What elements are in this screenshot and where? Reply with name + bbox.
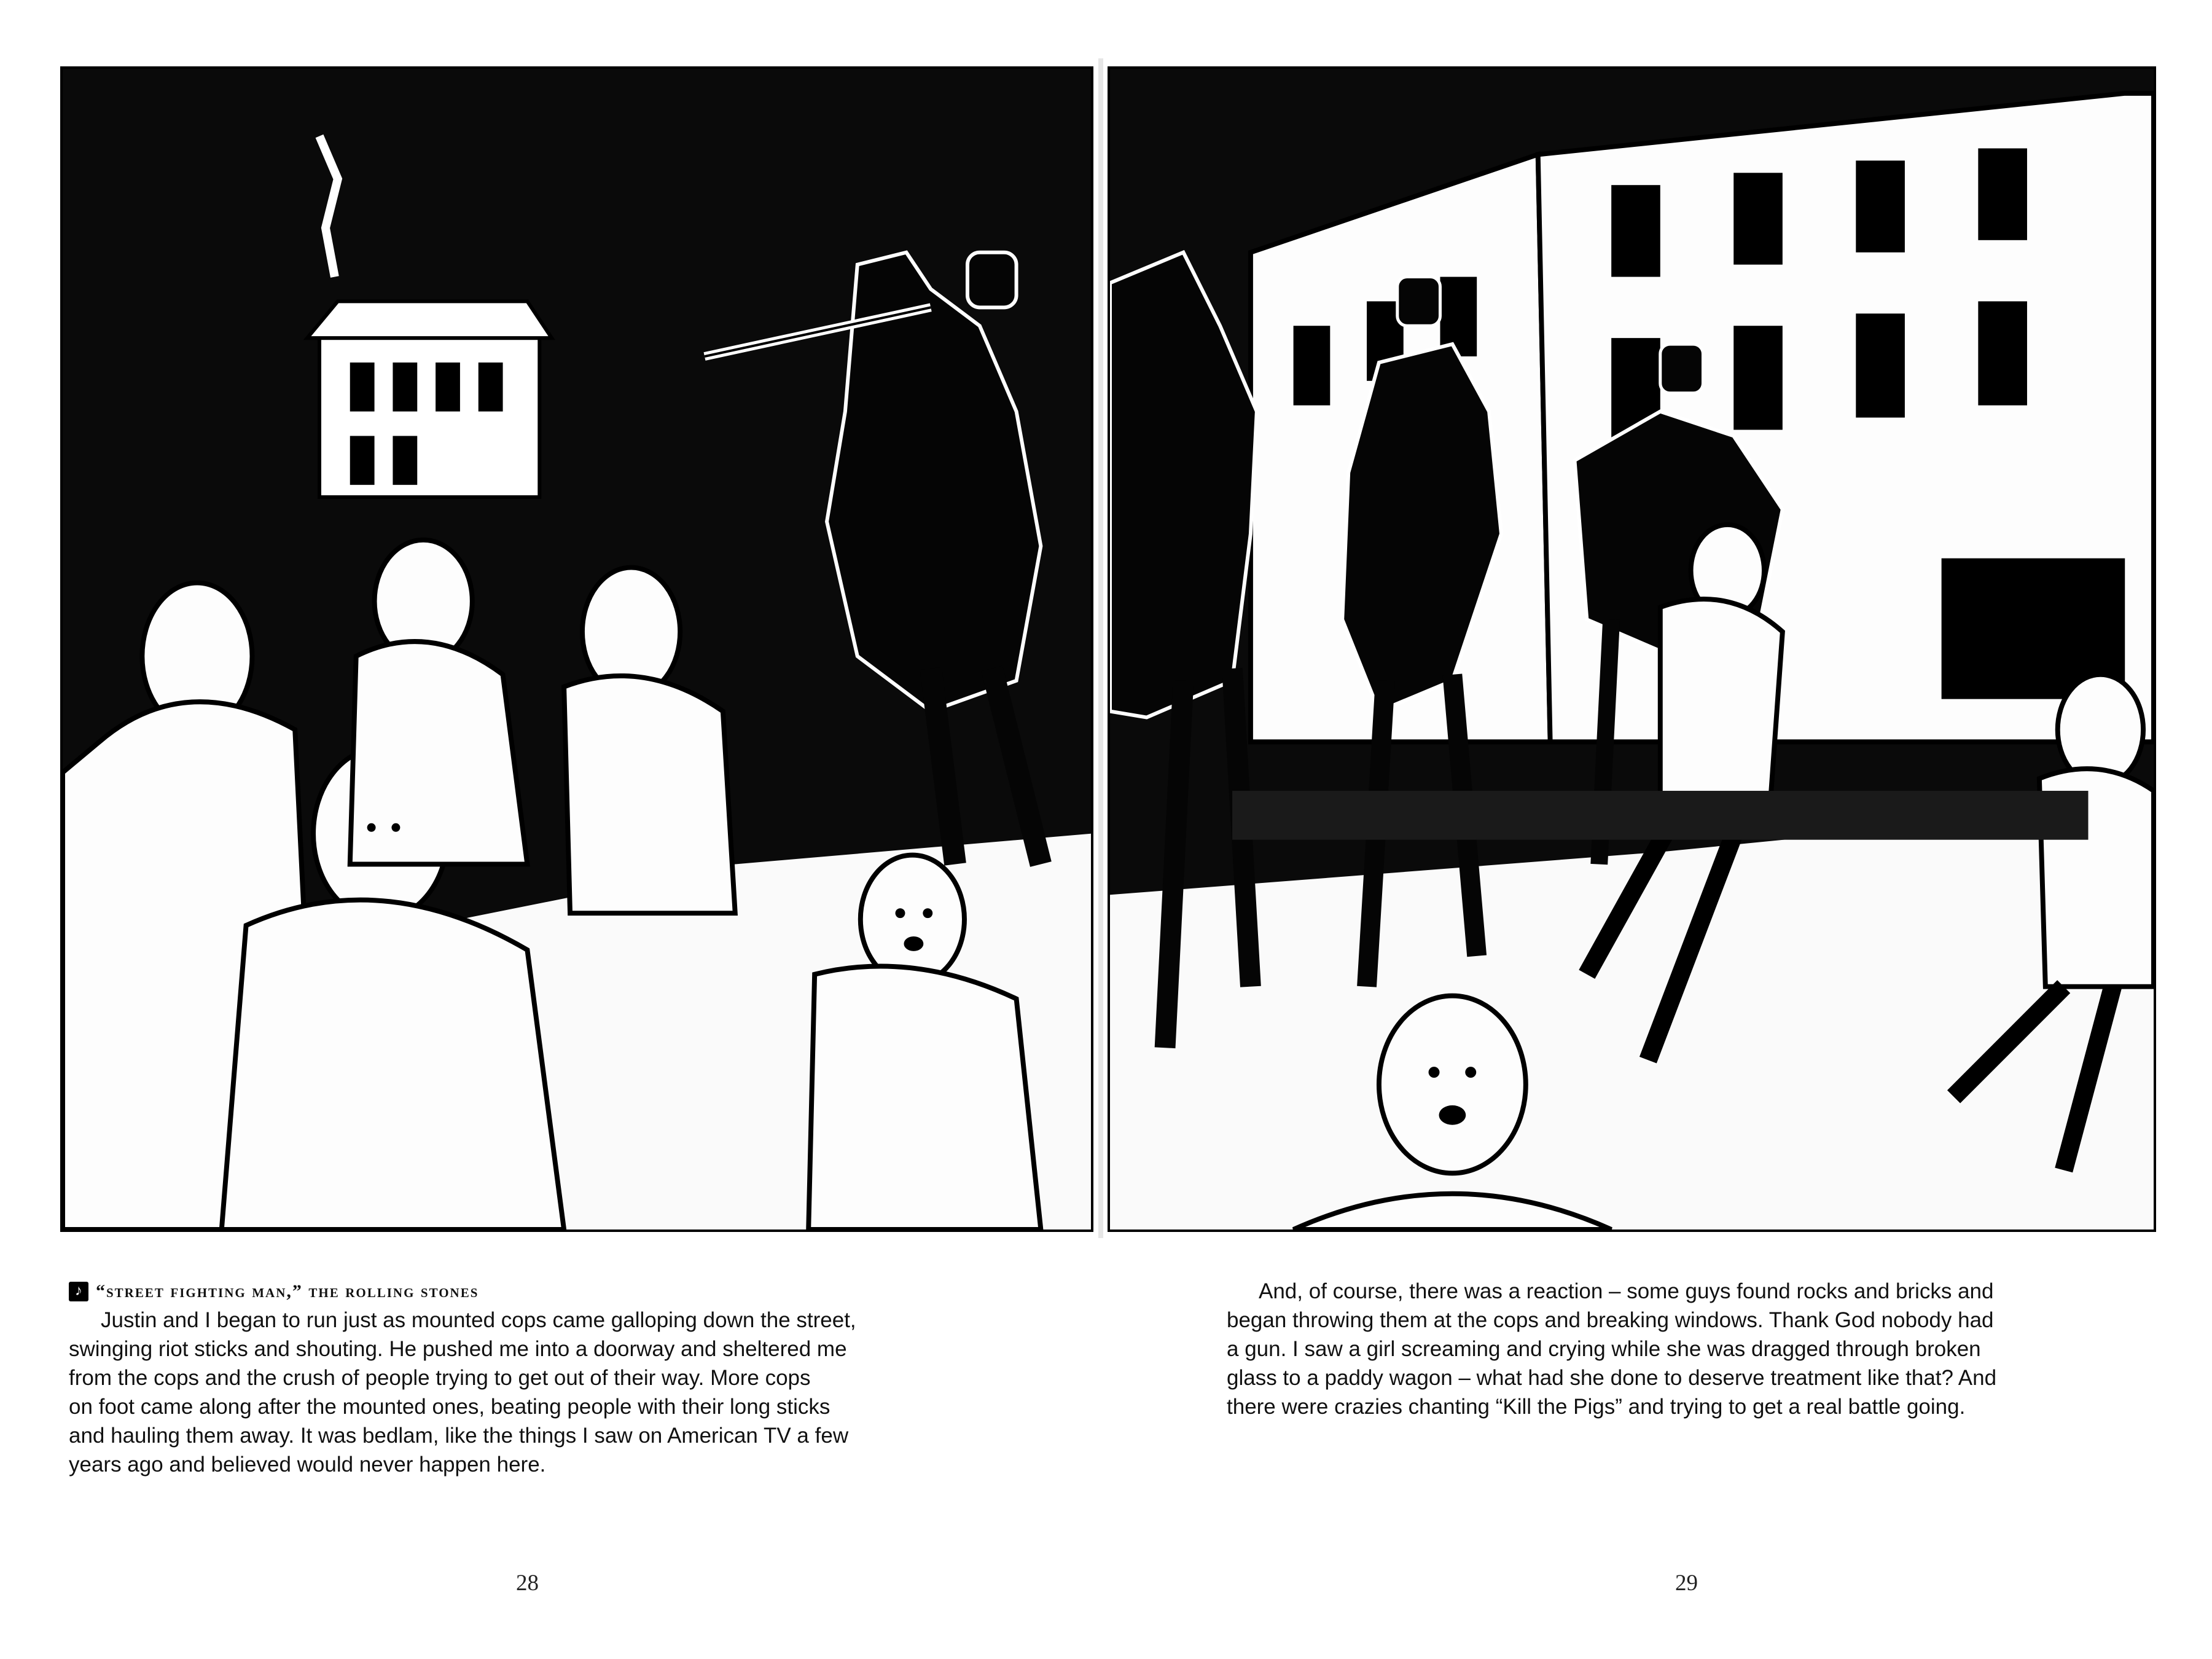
music-note-icon: ♪	[69, 1282, 88, 1301]
illustration-panel-left	[60, 66, 1093, 1232]
paragraph-line: from the cops and the crush of people trying to get out of their way. More cops	[69, 1366, 811, 1390]
song-credit-text: “street fighting man,” the rolling stones	[96, 1281, 479, 1301]
song-credit	[69, 1277, 1027, 1306]
riot-scene-right-illustration	[1110, 69, 2154, 1230]
page-gutter	[1098, 58, 1103, 1238]
paragraph-line: there were crazies chanting “Kill the Pigs” and trying to get a real battle going.	[1227, 1395, 1966, 1419]
paragraph-line: and hauling them away. It was bedlam, like the things I saw on American TV a few	[69, 1424, 849, 1448]
left-page-text	[69, 1277, 1027, 1479]
paragraph-line: glass to a paddy wagon – what had she done to deserve treatment like that? And	[1227, 1366, 1997, 1390]
riot-scene-left-illustration	[63, 69, 1091, 1230]
paragraph-line: And, of course, there was a reaction – some guys found rocks and bricks and	[1259, 1279, 1994, 1303]
paragraph-line: began throwing them at the cops and breaking windows. Thank God nobody had	[1227, 1308, 1994, 1332]
right-page-text	[1227, 1277, 2148, 1421]
paragraph-line: swinging riot sticks and shouting. He pushed me into a doorway and sheltered me	[69, 1337, 847, 1361]
page-number-left: 28	[516, 1571, 539, 1596]
page-number-right: 29	[1675, 1571, 1698, 1596]
paragraph-line: on foot came along after the mounted ones, beating people with their long sticks	[69, 1395, 830, 1419]
paragraph-line: Justin and I began to run just as mounted cops came galloping down the street,	[101, 1308, 856, 1332]
paragraph-line: a gun. I saw a girl screaming and crying while she was dragged through broken	[1227, 1337, 1981, 1361]
illustration-panel-right	[1108, 66, 2156, 1232]
paragraph-line: years ago and believed would never happen here.	[69, 1453, 546, 1477]
